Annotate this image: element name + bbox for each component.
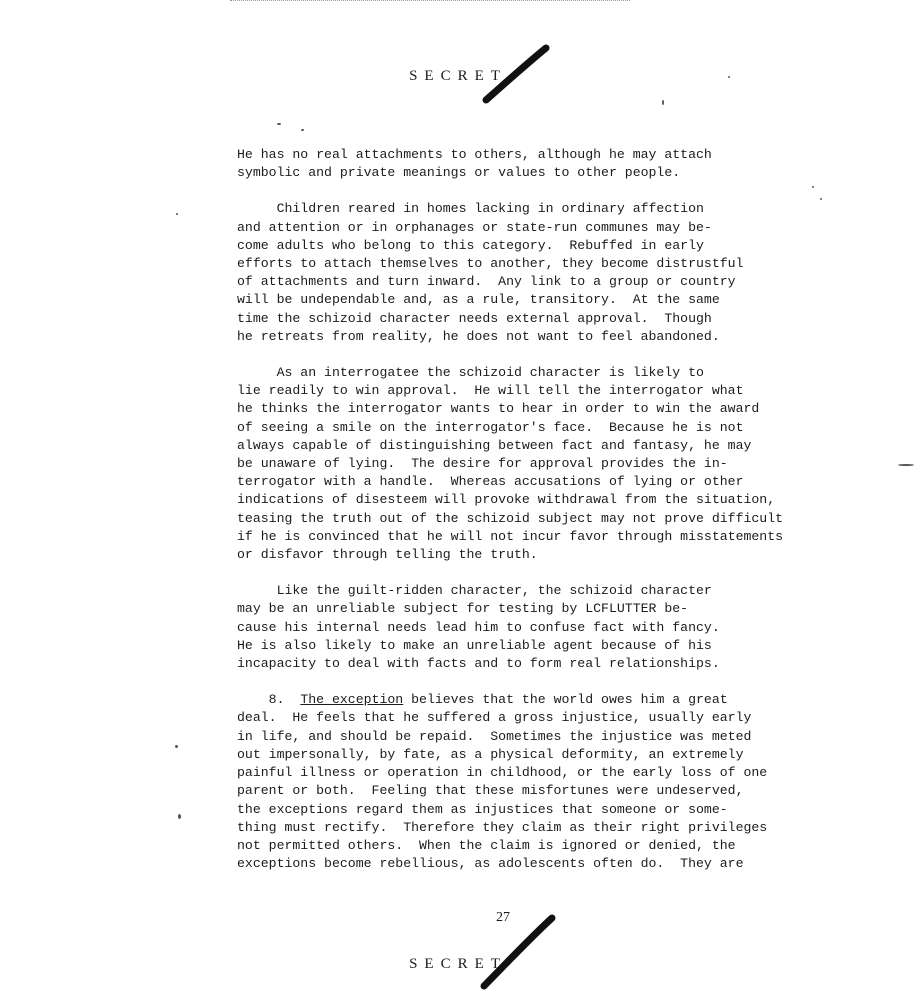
text-line: not permitted others. When the claim is ignored or denied, the bbox=[237, 837, 736, 853]
text-line: symbolic and private meanings or values to other people. bbox=[237, 165, 681, 181]
text-line: deal. He feels that he suffered a gross injustice, usually early bbox=[237, 710, 752, 726]
text-line: will be undependable and, as a rule, transitory. At the same bbox=[237, 292, 720, 308]
text-line: always capable of distinguishing between fact and fantasy, he may bbox=[237, 437, 752, 453]
text-line: thing must rectify. Therefore they claim as their right privileges bbox=[237, 819, 768, 835]
paragraph-2 bbox=[237, 200, 817, 346]
scan-speck bbox=[820, 198, 822, 200]
scan-speck bbox=[662, 100, 664, 105]
footer-classification: SECRET bbox=[409, 956, 507, 972]
text-line: teasing the truth out of the schizoid subject may not prove difficult bbox=[237, 510, 784, 526]
scan-speck bbox=[812, 186, 814, 188]
text-line: lie readily to win approval. He will tell the interrogator what bbox=[237, 383, 744, 399]
text-line: He is also likely to make an unreliable agent because of his bbox=[237, 637, 712, 653]
section-term: The exception bbox=[300, 692, 404, 708]
scan-edge-marks bbox=[230, 0, 630, 4]
text-line: or disfavor through telling the truth. bbox=[237, 547, 538, 563]
paragraph-3 bbox=[237, 364, 817, 564]
scan-speck bbox=[728, 76, 730, 78]
scan-speck bbox=[175, 745, 178, 748]
text-line: indications of disesteem will provoke withdrawal from the situation, bbox=[237, 492, 776, 508]
text-line: parent or both. Feeling that these misfortunes were undeserved, bbox=[237, 783, 744, 799]
text-line: the exceptions regard them as injustices that someone or some- bbox=[237, 801, 728, 817]
text-line: cause his internal needs lead him to confuse fact with fancy. bbox=[237, 619, 720, 635]
text-line: terrogator with a handle. Whereas accusations of lying or other bbox=[237, 474, 744, 490]
text-line: Children reared in homes lacking in ordinary affection bbox=[237, 201, 704, 217]
page-number: 27 bbox=[496, 910, 510, 925]
text-line: come adults who belong to this category. Rebuffed in early bbox=[237, 237, 704, 253]
text-line: of attachments and turn inward. Any link to a group or country bbox=[237, 274, 736, 290]
scan-speck bbox=[176, 213, 178, 215]
scan-speck bbox=[898, 464, 914, 466]
text-line: He has no real attachments to others, although he may attach bbox=[237, 147, 712, 162]
scan-speck bbox=[178, 814, 181, 819]
text-line: and attention or in orphanages or state-run communes may be- bbox=[237, 219, 712, 235]
text-line: As an interrogatee the schizoid character is likely to bbox=[237, 365, 704, 381]
classification-strike-bottom bbox=[476, 912, 556, 992]
text-line: exceptions become rebellious, as adolescents often do. They are bbox=[237, 856, 744, 872]
text-line: he thinks the interrogator wants to hear in order to win the award bbox=[237, 401, 760, 417]
section-number: 8. bbox=[268, 692, 285, 708]
section-8-first-line bbox=[237, 691, 817, 709]
text-line: if he is convinced that he will not incur favor through misstatements bbox=[237, 528, 784, 544]
text-line: may be an unreliable subject for testing by LCFLUTTER be- bbox=[237, 601, 689, 617]
scan-speck bbox=[301, 129, 304, 131]
text-line: out impersonally, by fate, as a physical deformity, an extremely bbox=[237, 746, 744, 762]
text-line: in life, and should be repaid. Sometimes the injustice was meted bbox=[237, 728, 752, 744]
text-line: be unaware of lying. The desire for approval provides the in- bbox=[237, 456, 728, 472]
paragraph-4 bbox=[237, 582, 817, 673]
text-line: time the schizoid character needs external approval. Though bbox=[237, 310, 712, 326]
text-line: Like the guilt-ridden character, the schizoid character bbox=[237, 583, 712, 599]
text-line: efforts to attach themselves to another, they become distrustful bbox=[237, 256, 744, 272]
scan-speck bbox=[277, 123, 281, 125]
text-line: painful illness or operation in childhood, or the early loss of one bbox=[237, 765, 768, 781]
body-text bbox=[237, 146, 817, 891]
header-classification: SECRET bbox=[409, 68, 507, 84]
text-line: incapacity to deal with facts and to form real relationships. bbox=[237, 656, 720, 672]
text-line: he retreats from reality, he does not want to feel abandoned. bbox=[237, 328, 720, 344]
classification-strike-top bbox=[480, 44, 550, 104]
text-line: of seeing a smile on the interrogator's face. Because he is not bbox=[237, 419, 744, 435]
paragraph-1 bbox=[237, 146, 817, 182]
text-span: believes that the world owes him a great bbox=[403, 692, 728, 708]
section-8 bbox=[237, 691, 817, 873]
